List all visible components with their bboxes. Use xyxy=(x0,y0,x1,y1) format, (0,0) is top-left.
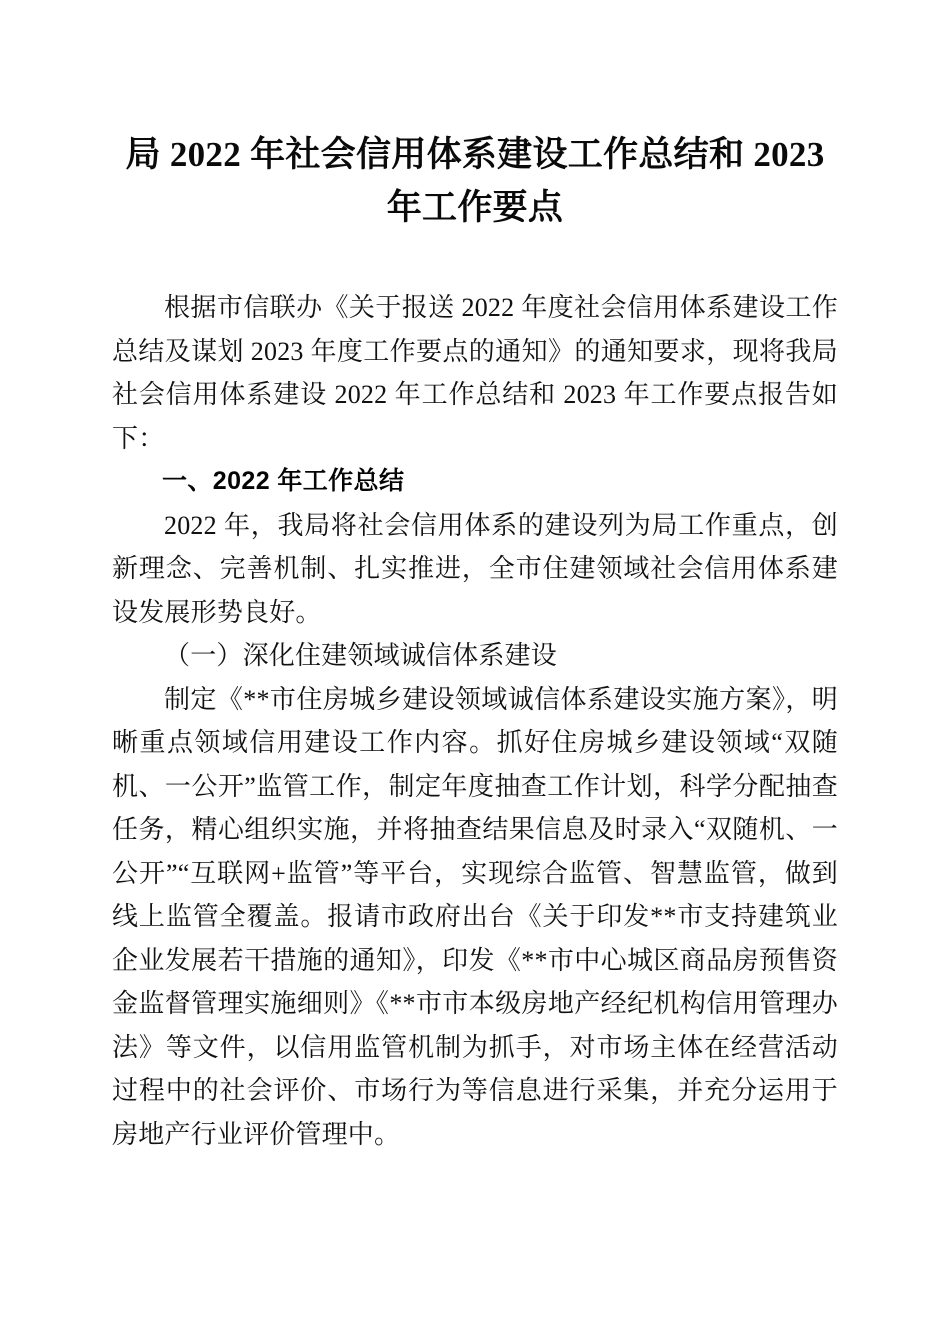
page-title-line-2: 年工作要点 xyxy=(386,188,564,227)
page-title xyxy=(112,128,838,234)
section-heading-1: 一、2022 年工作总结 xyxy=(162,467,405,495)
subsection-1-1-paragraph: 制定《**市住房城乡建设领域诚信体系建设实施方案》，明晰重点领域信用建设工作内容。抓好住房城乡建设领域“双随机、一公开”监管工作，制定年度抽查工作计划，科学分配抽查任务，精心组织实施，并将抽查结果信息及时录入“双随机、一公开”“互联网+监管”等平台，实现综合监管、智慧监管，做到线上监管全覆盖。报请市政府出台《关于印发**市支持建筑业企业发展若干措施的通知》，印发《**市中心城区商品房预售资金监督管理实施细则》《**市市本级房地产经纪机构信用管理办法》等文件，以信用监管机制为抓手，对市场主体在经营活动过程中的社会评价、市场行为等信息进行采集，并充分运用于房地产行业评价管理中。 xyxy=(112,684,838,1149)
page-title-line-1: 局 2022 年社会信用体系建设工作总结和 2023 xyxy=(125,135,825,174)
section-1-paragraph: 2022 年，我局将社会信用体系的建设列为局工作重点，创新理念、完善机制、扎实推进，全市住建领域社会信用体系建设发展形势良好。 xyxy=(112,510,838,627)
intro-paragraph: 根据市信联办《关于报送 2022 年度社会信用体系建设工作总结及谋划 2023 年度工作要点的通知》的通知要求，现将我局社会信用体系建设 2022 年工作总结和 2023 年工作要点报告如下： xyxy=(112,293,838,453)
document-body xyxy=(112,128,838,1156)
subsection-heading-1-1: （一）深化住建领域诚信体系建设 xyxy=(164,641,558,670)
